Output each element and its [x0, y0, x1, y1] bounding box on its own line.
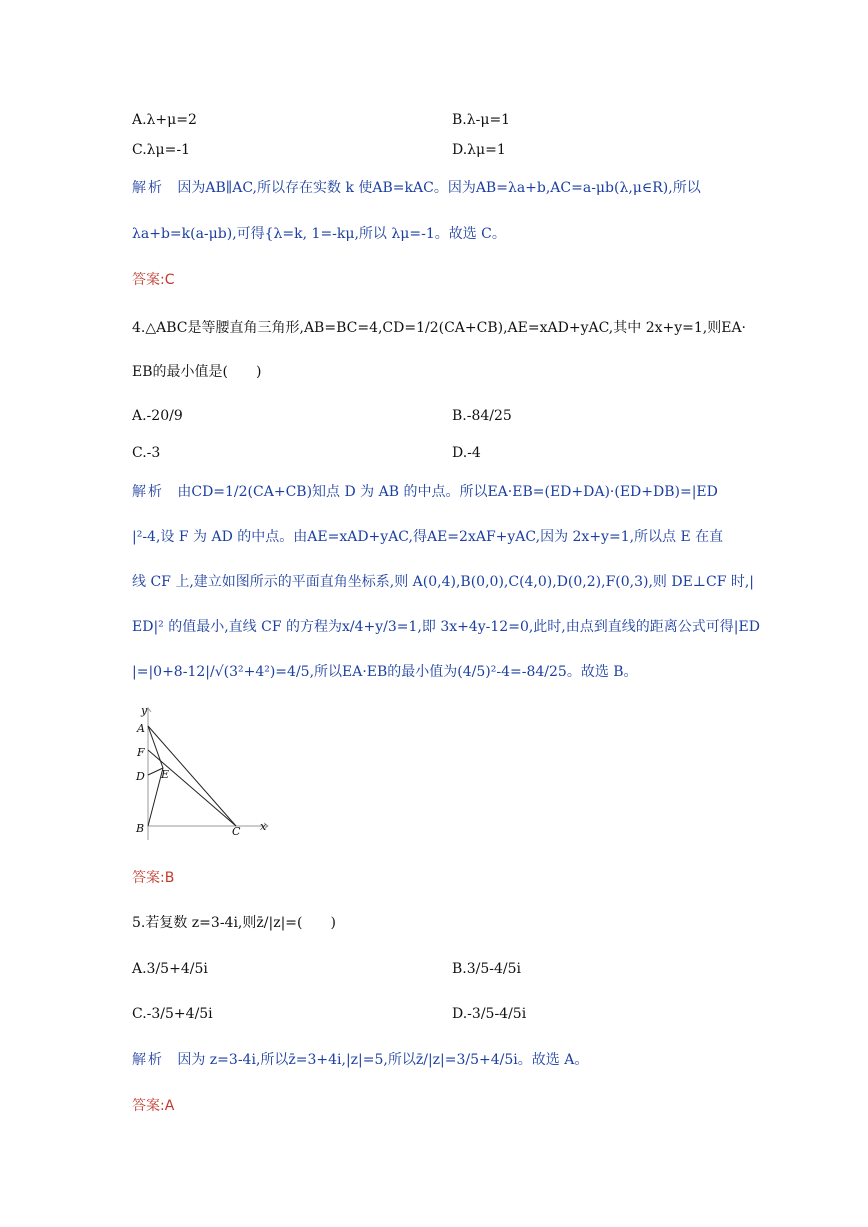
q4-stem-line-1: 4.△ABC是等腰直角三角形,AB=BC=4,CD=1/2(CA+CB),AE=xAD+yAC,其中 2x+y=1,则EA· — [132, 320, 747, 336]
q5-answer-label: 答案: — [132, 1098, 165, 1114]
label-d: D — [136, 770, 145, 783]
q5-answer — [132, 1096, 174, 1116]
q5-analysis-line: 因为 z=3-4i,所以z̄=3+4i,|z|=5,所以z̄/|z|=3/5+4/5i。故选 A。 — [177, 1052, 589, 1068]
q5-stem: 5.若复数 z=3-4i,则z̄/|z|=( ) — [132, 915, 336, 931]
label-y: y — [141, 704, 148, 717]
q4-analysis-label: 解析 — [132, 484, 164, 500]
q4-analysis-line-1: 由CD=1/2(CA+CB)知点 D 为 AB 的中点。所以EA·EB=(ED+DA)·(ED+DB)=|ED — [177, 484, 718, 500]
q4-answer-label: 答案: — [132, 870, 165, 886]
q5-analysis — [132, 1050, 588, 1070]
label-e: E — [161, 768, 170, 781]
q5-option-d: D.-3/5-4/5i — [452, 1006, 527, 1022]
q4-answer-value: B — [164, 870, 175, 886]
q3-analysis-line-1: 因为AB∥AC,所以存在实数 k 使AB=kAC。因为AB=λa+b,AC=a-μb(λ,μ∈R),所以 — [177, 180, 701, 196]
q3-option-b: B.λ-μ=1 — [452, 112, 511, 128]
segment-fc — [148, 750, 236, 826]
q3-answer-label: 答案: — [132, 272, 165, 288]
q3-option-a: A.λ+μ=2 — [132, 112, 197, 128]
q3-option-c: C.λμ=-1 — [132, 142, 191, 158]
label-a: A — [137, 722, 145, 735]
q4-analysis-line-2: |²-4,设 F 为 AD 的中点。由AE=xAD+yAC,得AE=2xAF+yAC,因为 2x+y=1,所以点 E 在直 — [132, 529, 724, 545]
label-b: B — [136, 822, 145, 835]
q4-analysis-line-3: 线 CF 上,建立如图所示的平面直角坐标系,则 A(0,4),B(0,0),C(4,0),D(0,2),F(0,3),则 DE⊥CF 时,| — [132, 574, 755, 590]
q3-analysis-line-2: λa+b=k(a-μb),可得{λ=k, 1=-kμ,所以 λμ=-1。故选 C。 — [132, 226, 506, 242]
q5-answer-value: A — [164, 1098, 175, 1114]
q4-option-c: C.-3 — [132, 445, 161, 461]
label-x: x — [260, 820, 267, 833]
q4-analysis-line-5: |=|0+8-12|/√(3²+4²)=4/5,所以EA·EB的最小值为(4/5)²-4=-84/25。故选 B。 — [132, 664, 638, 680]
segment-ae — [148, 726, 163, 768]
q5-option-c: C.-3/5+4/5i — [132, 1006, 213, 1022]
q3-analysis-label: 解析 — [132, 180, 164, 196]
q3-answer — [132, 270, 175, 290]
q4-analysis — [132, 482, 718, 502]
q4-stem-line-2: EB的最小值是( ) — [132, 364, 262, 380]
q5-analysis-label: 解析 — [132, 1052, 164, 1068]
q4-answer — [132, 868, 174, 888]
q3-answer-value: C — [164, 272, 175, 288]
q4-analysis-line-4: ED|² 的值最小,直线 CF 的方程为x/4+y/3=1,即 3x+4y-12=0,此时,由点到直线的距离公式可得|ED — [132, 619, 760, 635]
q4-option-a: A.-20/9 — [132, 408, 183, 424]
q3-analysis — [132, 178, 701, 198]
q3-option-d: D.λμ=1 — [452, 142, 506, 158]
q5-option-a: A.3/5+4/5i — [132, 961, 208, 977]
q4-option-b: B.-84/25 — [452, 408, 512, 424]
label-f: F — [137, 746, 145, 759]
label-c: C — [232, 825, 241, 838]
q4-option-d: D.-4 — [452, 445, 481, 461]
q4-coordinate-figure — [128, 700, 278, 845]
q5-option-b: B.3/5-4/5i — [452, 961, 522, 977]
